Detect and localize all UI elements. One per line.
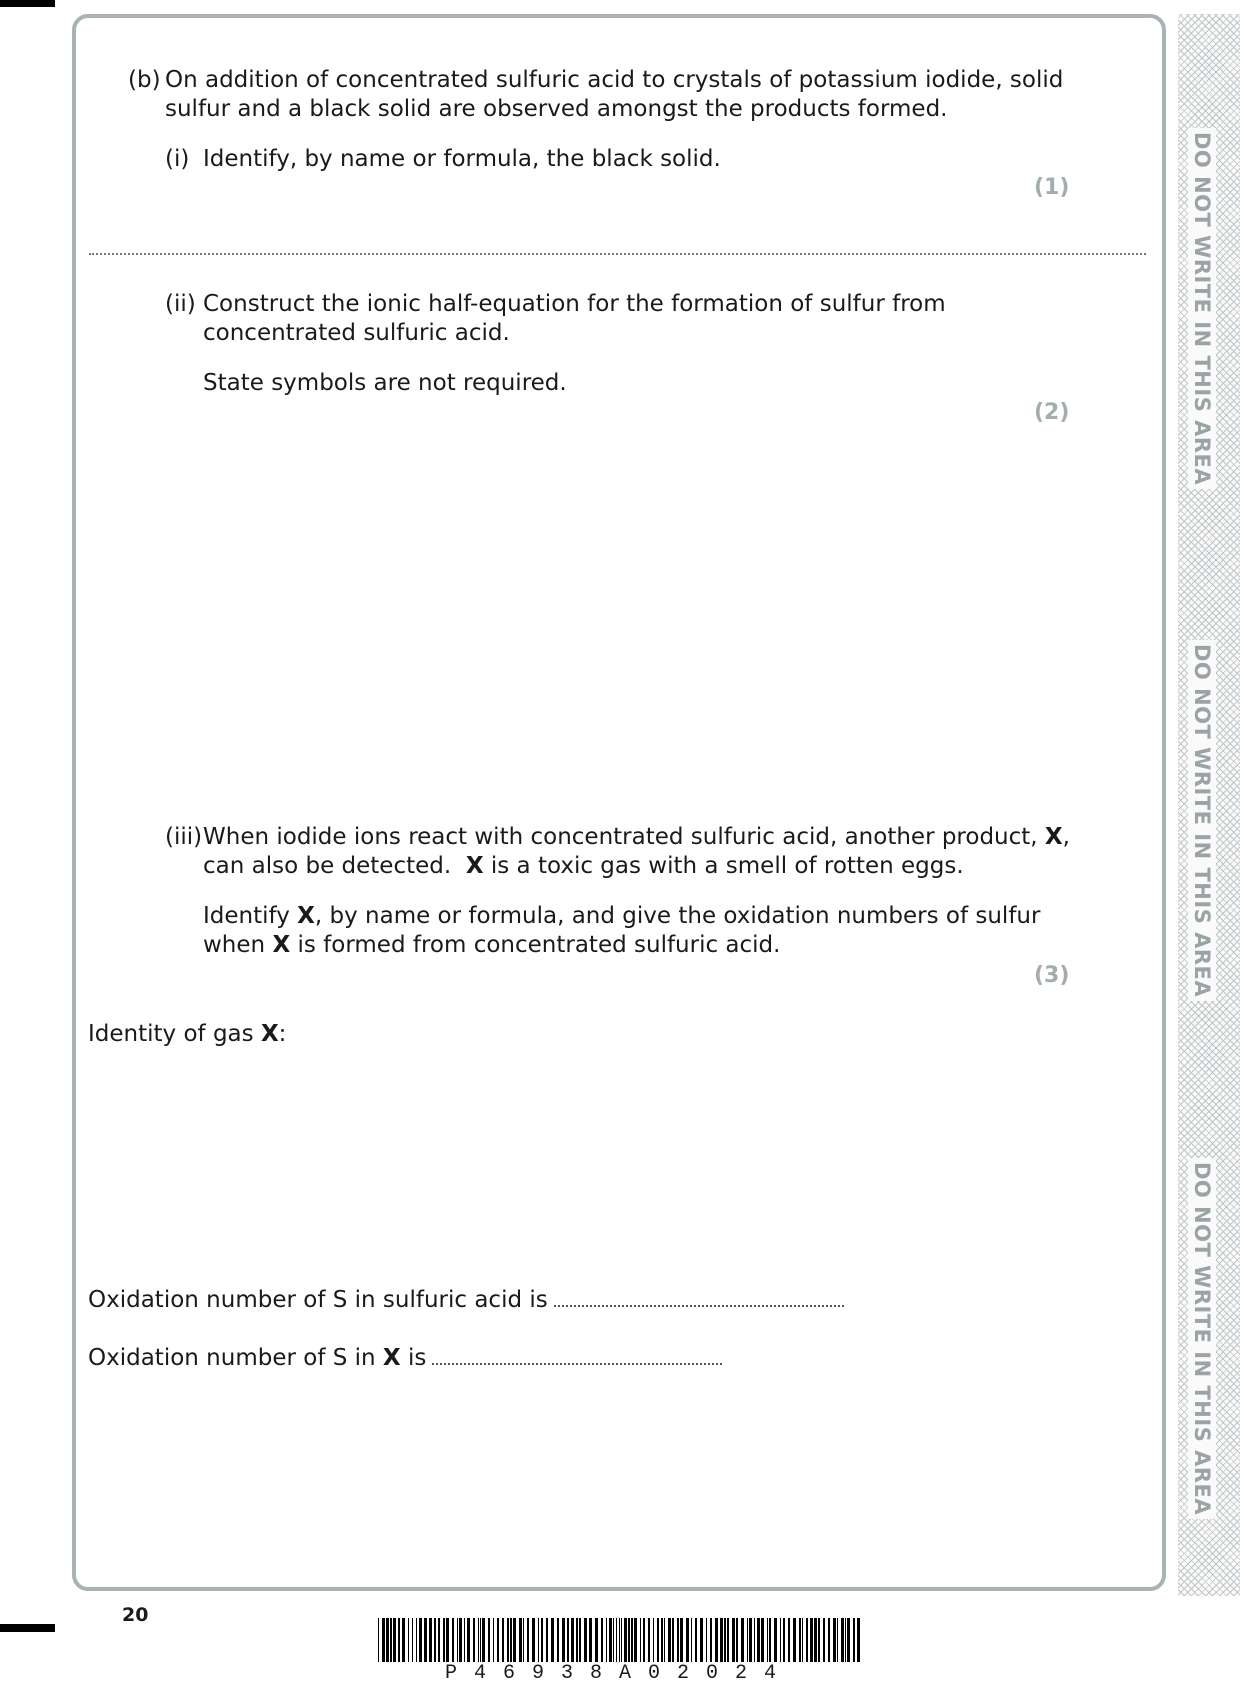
part-i-label: (i) (165, 146, 190, 172)
part-ii-line3: State symbols are not required. (203, 370, 567, 396)
part-iii-line1: When iodide ions react with concentrated sulfuric acid, another product, X, (203, 824, 1070, 850)
barcode-text: P46938A02024 (444, 1662, 794, 1685)
part-iii-line3: Identify X, by name or formula, and give the oxidation numbers of sulfur (203, 903, 1041, 929)
margin-warning-middle: DO NOT WRITE IN THIS AREA (1188, 640, 1216, 1001)
question-b-line2: sulfur and a black solid are observed amongst the products formed. (165, 96, 948, 122)
oxidation-x-answer-line[interactable] (432, 1363, 722, 1365)
barcode (378, 1618, 860, 1690)
part-ii-line2: concentrated sulfuric acid. (203, 320, 510, 346)
part-ii-line1: Construct the ionic half-equation for the formation of sulfur from (203, 291, 946, 317)
oxidation-acid-answer-line[interactable] (554, 1305, 844, 1307)
margin-warning-top: DO NOT WRITE IN THIS AREA (1188, 128, 1216, 489)
oxidation-acid-label: Oxidation number of S in sulfuric acid is (88, 1287, 548, 1313)
barcode-bars (378, 1618, 860, 1662)
part-iii-line2: can also be detected. X is a toxic gas with a smell of rotten eggs. (203, 853, 964, 879)
margin-warning-bottom: DO NOT WRITE IN THIS AREA (1188, 1158, 1216, 1519)
identity-of-gas-label: Identity of gas X: (88, 1021, 287, 1047)
part-iii-line4: when X is formed from concentrated sulfuric acid. (203, 932, 781, 958)
part-iii-marks: (3) (1034, 963, 1070, 988)
page-number: 20 (122, 1604, 149, 1626)
part-ii-label: (ii) (165, 291, 196, 317)
part-ii-marks: (2) (1034, 400, 1070, 425)
part-i-answer-line[interactable] (89, 253, 1146, 255)
edge-mark-top (0, 0, 55, 7)
oxidation-x-row: Oxidation number of S in X is (88, 1344, 722, 1373)
question-b-label: (b) (128, 67, 161, 93)
question-b-line1: On addition of concentrated sulfuric acid to crystals of potassium iodide, solid (165, 67, 1064, 93)
edge-mark-bottom (0, 1624, 55, 1632)
oxidation-acid-row (88, 1286, 844, 1315)
part-i-text: Identify, by name or formula, the black solid. (203, 146, 721, 172)
part-i-marks: (1) (1034, 175, 1070, 200)
part-iii-label: (iii) (165, 824, 203, 850)
